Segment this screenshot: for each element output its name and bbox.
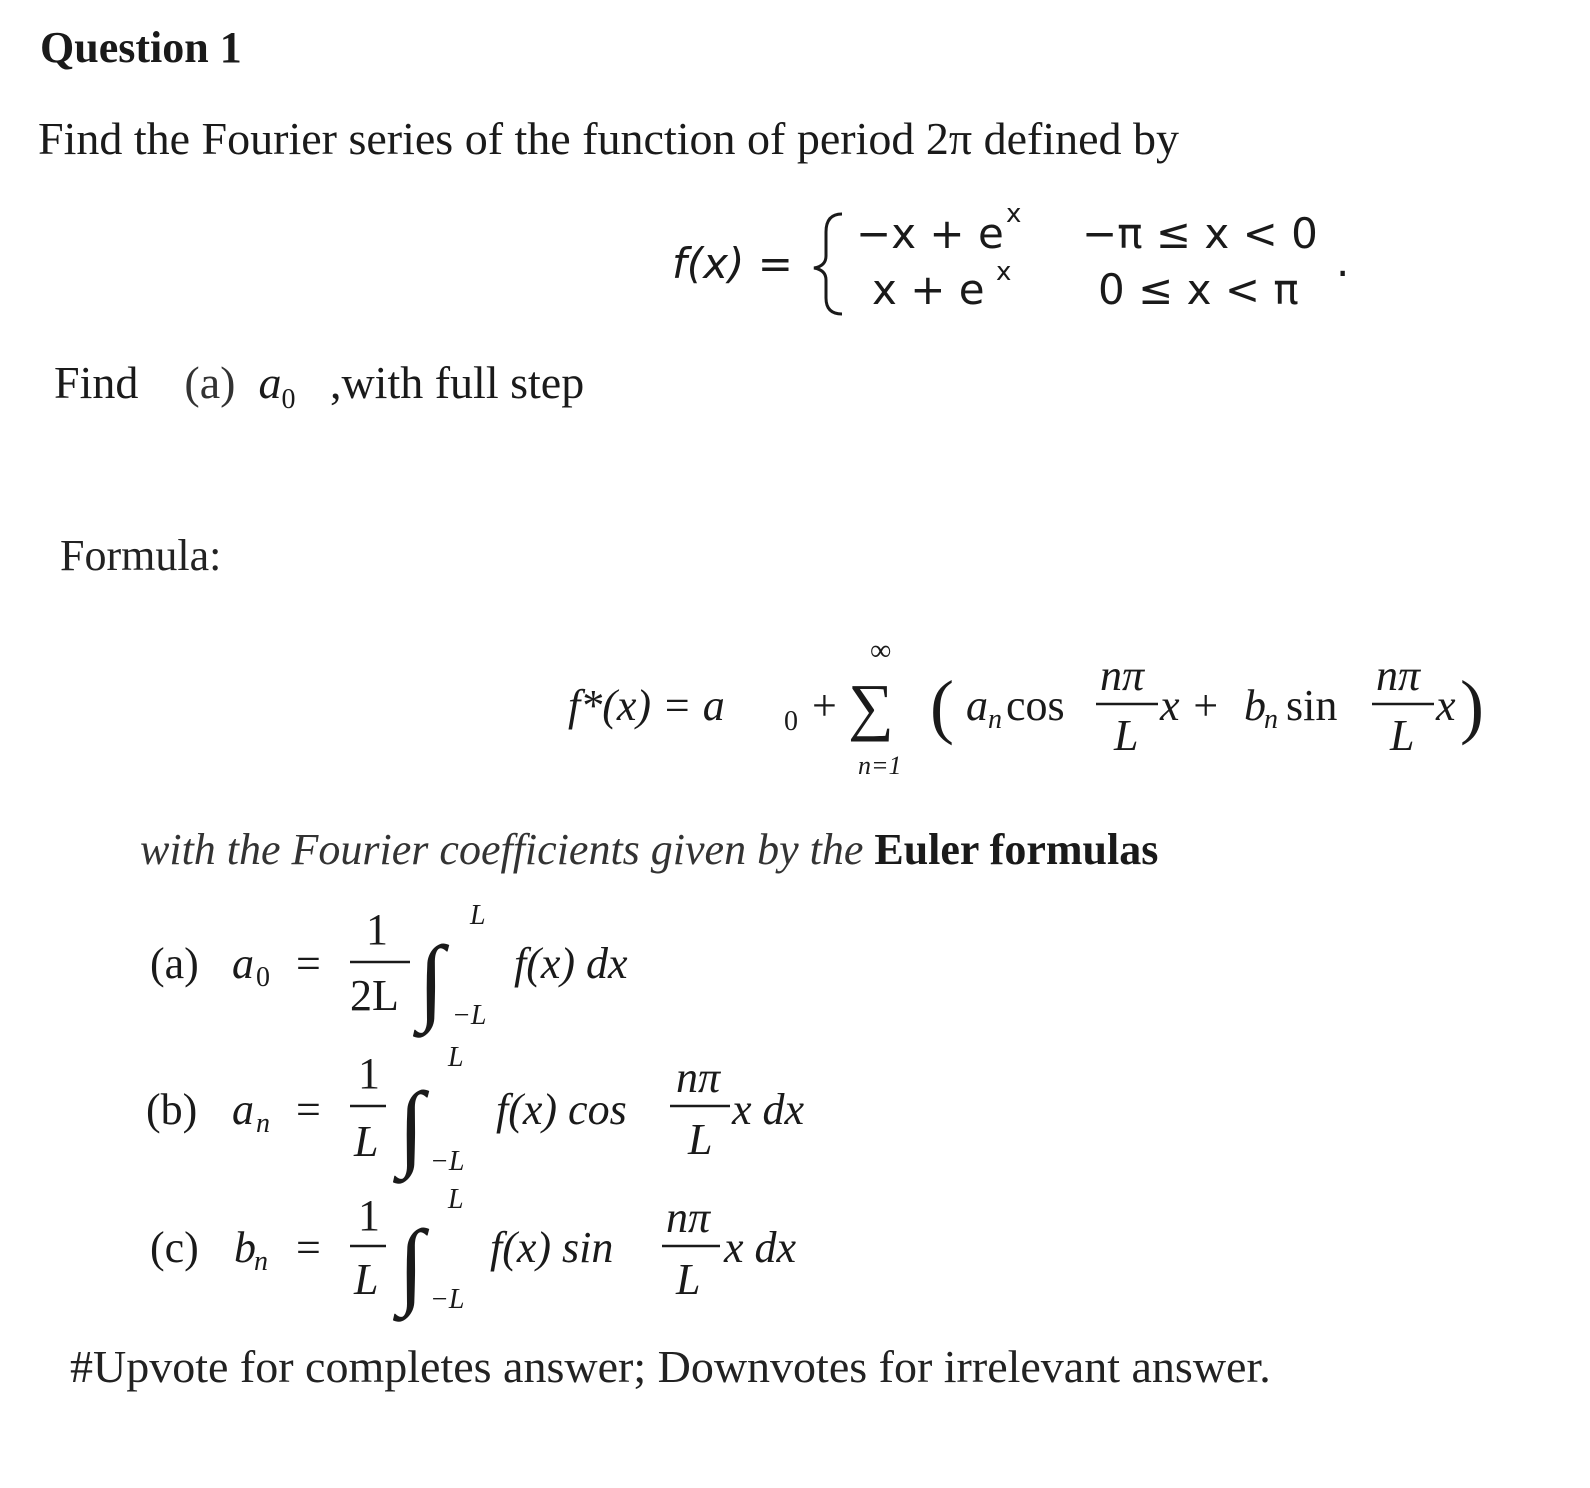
coef-a-integrand: f(x) dx [514,939,628,988]
series-close-paren: ) [1460,666,1484,746]
task-find-word: Find [54,357,139,408]
frac1-numerator: nπ [1100,651,1145,700]
coef-a-numerator: 1 [366,905,388,954]
coef-b-frac-num: nπ [676,1053,721,1102]
series-a0-subscript: 0 [784,706,798,737]
task-part: (a) [184,357,236,408]
coef-b-trail: x dx [732,1085,805,1134]
coefficient-a [150,900,628,1038]
coef-b-denominator: L [354,1117,379,1166]
task-symbol: a [258,357,282,408]
coef-b-integral: ∫ [398,1072,425,1179]
coef-b-subscript: n [256,1108,270,1139]
coef-b-frac-den: L [688,1115,713,1164]
case2-exponent: x [996,257,1012,287]
case1-exponent: x [1006,199,1022,229]
frac1-denominator: L [1114,711,1139,760]
coef-a-denominator: 2L [350,971,399,1020]
coef-c-denominator: L [354,1255,379,1304]
coef-a-symbol: a [232,939,254,988]
footer-note: #Upvote for completes answer; Downvotes for irrelevant answer. [70,1341,1271,1392]
coef-c-subscript: n [254,1246,268,1277]
coefficient-b [146,1042,805,1184]
sin-label: sin [1286,681,1338,730]
case2-condition: 0 ≤ x < π [1098,265,1299,314]
coef-b-integrand: f(x) cos [496,1085,627,1134]
euler-lead: with the Fourier coefficients given by the [140,825,864,874]
task-instruction: ,with full step [329,357,585,408]
x-var-2: x [1436,681,1456,730]
coef-a-label: (a) [150,939,199,988]
coef-a-equals: = [296,939,321,988]
series-open-paren: ( [930,666,954,746]
coef-b-upper: L [448,1042,464,1073]
sum-lower-limit: n=1 [858,751,902,780]
coef-c-frac-num: nπ [666,1193,711,1242]
euler-bold: Euler formulas [874,825,1159,874]
end-mark: . [1336,237,1350,286]
bn-subscript: n [1264,704,1278,735]
coef-b-lower: −L [430,1146,465,1177]
sum-sigma: ∑ [848,671,894,742]
coef-c-integral: ∫ [398,1210,425,1317]
case1-expression: −x + e [856,209,1004,258]
coef-a-upper: L [470,900,486,931]
coef-c-numerator: 1 [358,1191,380,1240]
bn-symbol: b [1244,681,1266,730]
task-subscript: 0 [281,384,296,416]
frac2-numerator: nπ [1376,651,1421,700]
question-title: Question 1 [40,23,242,72]
cos-label: cos [1006,681,1065,730]
case2-expression: x + e [872,265,985,314]
an-symbol: a [966,681,988,730]
frac2-denominator: L [1390,711,1415,760]
x-var-1: x + [1160,681,1221,730]
coef-c-frac-den: L [676,1255,701,1304]
series-lhs: f*(x) = a [568,681,725,730]
coef-c-lower: −L [430,1284,465,1315]
coef-c-trail: x dx [724,1223,797,1272]
euler-caption [140,824,1158,875]
task-line [54,356,584,416]
coef-a-lower: −L [452,1000,487,1031]
coefficient-c [150,1184,797,1322]
piecewise-lhs: f(x) = [672,239,793,288]
coef-b-equals: = [296,1085,321,1134]
coef-b-symbol: a [232,1085,254,1134]
formula-label: Formula: [60,531,222,580]
sum-upper-limit: ∞ [870,634,892,667]
coef-a-subscript: 0 [256,962,270,993]
coef-c-equals: = [296,1223,321,1272]
left-brace [814,214,842,314]
coef-b-label: (b) [146,1085,198,1134]
coef-c-integrand: f(x) sin [490,1223,614,1272]
an-subscript: n [988,704,1002,735]
coef-c-upper: L [448,1184,464,1215]
question-prompt: Find the Fourier series of the function of period 2π defined by [38,113,1180,164]
series-plus: + [812,681,837,730]
coef-a-integral: ∫ [418,926,445,1033]
coef-c-symbol: b [234,1223,256,1272]
coef-b-numerator: 1 [358,1049,380,1098]
case1-condition: −π ≤ x < 0 [1082,209,1318,258]
coef-c-label: (c) [150,1223,199,1272]
